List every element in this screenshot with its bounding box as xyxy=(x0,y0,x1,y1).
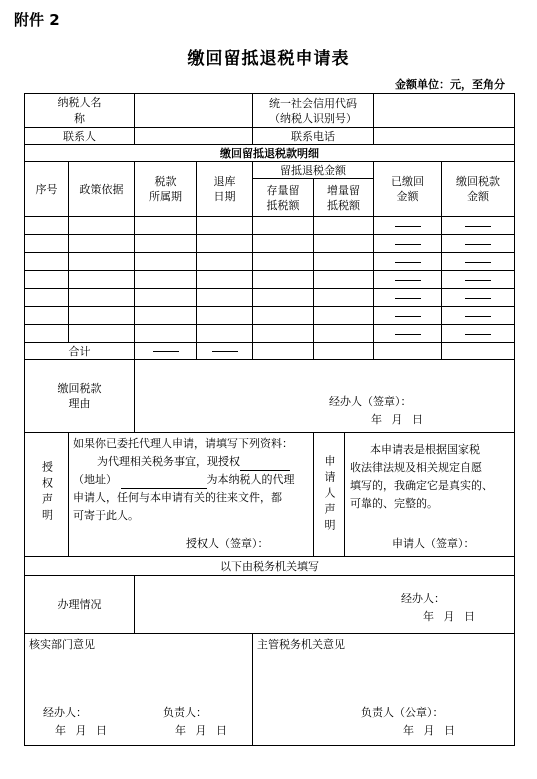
header-stock-credit: 存量留 抵税额 xyxy=(253,179,314,217)
header-paid-amount: 已缴回 金额 xyxy=(374,162,442,217)
application-form-table xyxy=(24,93,515,746)
credit-code-label: 统一社会信用代码 （纳税人识别号） xyxy=(253,94,374,128)
reason-handler: 经办人（签章）： xyxy=(329,395,412,408)
reason-field[interactable] xyxy=(135,360,515,433)
taxpayer-name-field[interactable] xyxy=(135,94,253,128)
header-retained-credit: 留抵退税金额 xyxy=(253,162,374,179)
verify-opinion[interactable]: 核实部门意见 经办人： 负责人： 年 月 日 年 月 日 xyxy=(25,634,253,746)
reason-label: 缴回税款 理由 xyxy=(25,360,135,433)
header-seq: 序号 xyxy=(25,162,69,217)
contact-field[interactable] xyxy=(135,128,253,145)
reason-date: 年 月 日 xyxy=(371,413,423,426)
total-row xyxy=(25,343,515,360)
phone-field[interactable] xyxy=(374,128,515,145)
amount-unit: 金额单位：元，至角分 xyxy=(395,78,505,91)
contact-label: 联系人 xyxy=(25,128,135,145)
handling-field[interactable] xyxy=(135,576,515,634)
table-row xyxy=(25,217,515,235)
applicant-label: 申请人声明 xyxy=(314,433,345,557)
supervisor-opinion[interactable]: 主管税务机关意见 负责人（公章）： 年 月 日 xyxy=(253,634,515,746)
table-row xyxy=(25,307,515,325)
header-incremental-credit: 增量留 抵税额 xyxy=(314,179,374,217)
header-payback-amount: 缴回税款 金额 xyxy=(442,162,515,217)
table-row xyxy=(25,235,515,253)
applicant-sign: 申请人（签章）： xyxy=(392,537,475,550)
detail-section-title: 缴回留抵退税款明细 xyxy=(25,145,515,162)
applicant-statement[interactable]: 申请人声明 本申请表是根据国家税 收法律法规及相关规定自愿 填写的，我确定它是真实的、 可靠的、完整的。 申请人（签章）： xyxy=(314,433,515,557)
table-row xyxy=(25,289,515,307)
header-policy: 政策依据 xyxy=(69,162,135,217)
table-row xyxy=(25,253,515,271)
handling-handler: 经办人： xyxy=(401,592,445,605)
tax-office-section-title: 以下由税务机关填写 xyxy=(25,557,515,576)
phone-label: 联系电话 xyxy=(253,128,374,145)
table-row xyxy=(25,271,515,289)
header-tax-period: 税款 所属期 xyxy=(135,162,197,217)
form-title: 缴回留抵退税申请表 xyxy=(187,49,350,69)
handling-label: 办理情况 xyxy=(25,576,135,634)
authorization-statement[interactable]: 如果你已委托代理人申请，请填写下列资料： 为代理相关税务事宜，现授权 （地址） 为本纳税人的代理 申请人，任何与本申请有关的往来文件，都 可寄于此人。 授权人（签章）： xyxy=(69,433,314,557)
authorization-label: 授权声明 xyxy=(25,433,69,557)
total-label: 合计 xyxy=(25,343,135,360)
credit-code-field[interactable] xyxy=(374,94,515,128)
table-row xyxy=(25,325,515,343)
taxpayer-name-label: 纳税人名称 xyxy=(25,94,135,128)
authorizer-sign: 授权人（签章）： xyxy=(186,537,269,550)
annex-label: 附件 2 xyxy=(14,11,60,29)
header-refund-date: 退库 日期 xyxy=(197,162,253,217)
handling-date: 年 月 日 xyxy=(423,610,475,623)
